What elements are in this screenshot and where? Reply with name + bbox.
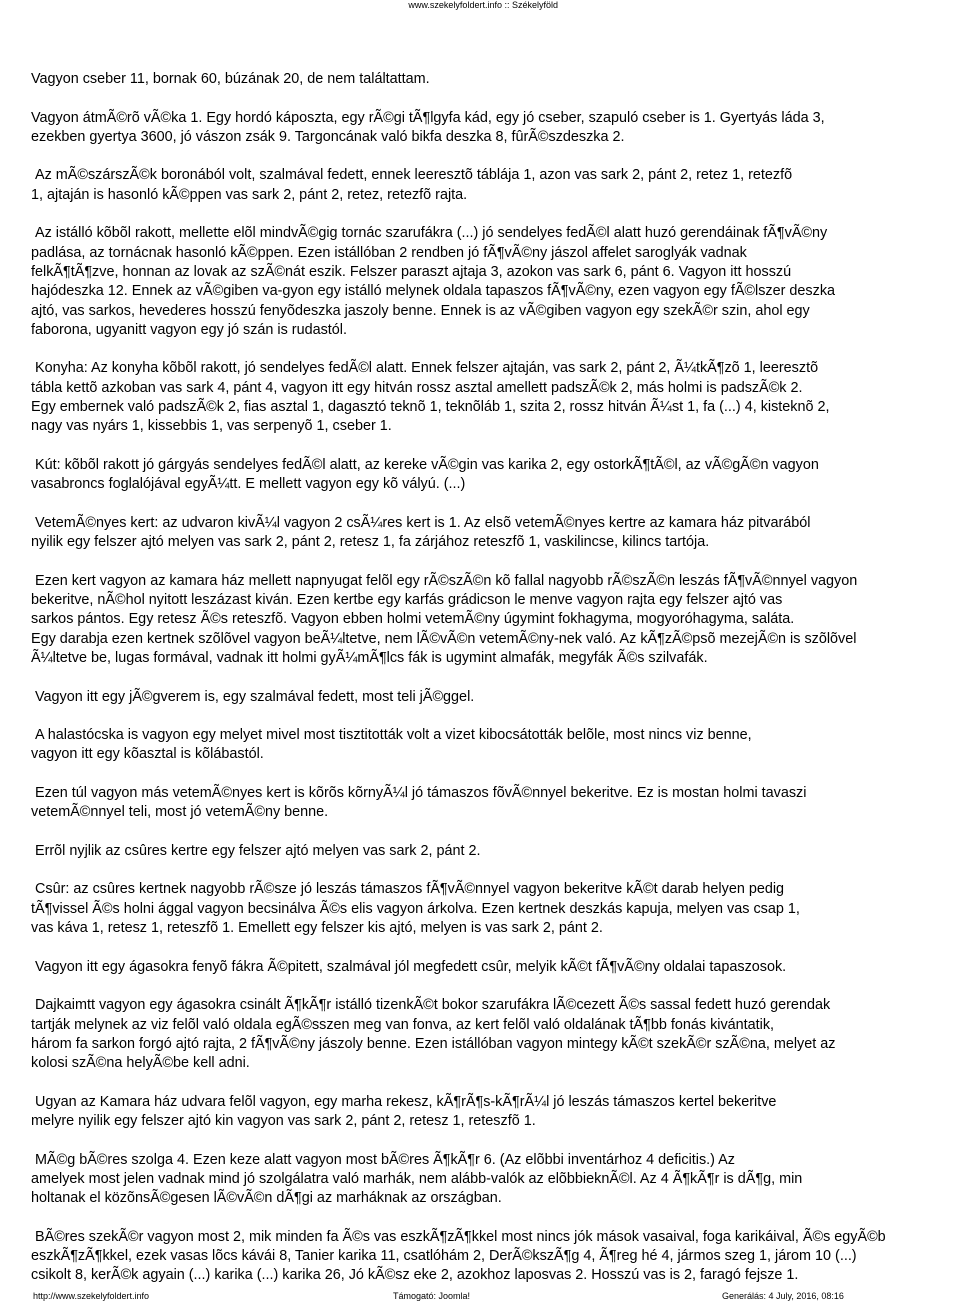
site-header-text: www.szekelyfoldert.info :: Székelyföld xyxy=(408,0,558,10)
paragraph: VetemÃ©nyes kert: az udvaron kivÃ¼l vagyon 2 csÃ¼res kert is 1. Az elsõ vetemÃ©nyes kertre az kamara ház pitvarából nyilik egy felszer ajtó melyen vas sark 2, pánt 2, retesz 1, fa zárjához reteszfõ 1, vaskilincse, kilincs tartója. xyxy=(31,514,811,551)
paragraph: Az mÃ©szárszÃ©k boronából volt, szalmával fedett, ennek leeresztõ táblája 1, azon vas sark 2, pánt 2, retez 1, retezfõ 1, ajtaján is hasonló kÃ©ppen vas sark 2, pánt 2, retez, retezfõ rajta. xyxy=(31,167,793,203)
paragraph: A halastócska is vagyon egy melyet mivel most tisztitották volt a vizet kibocsátották belõle, most nincs viz benne, vagyon itt egy kõasztal is kõlábastól. xyxy=(31,727,752,763)
paragraph: Vagyon itt egy ágasokra fenyõ fákra Ã©pitett, szalmával jól megfedett csûr, melyik kÃ©t fÃ¶vÃ©ny oldalai tapaszosok. xyxy=(31,958,787,975)
site-header xyxy=(0,0,960,10)
footer-supporter: Támogató: Joomla! xyxy=(393,1291,471,1301)
paragraph: Vagyon cseber 11, bornak 60, búzának 20, de nem találtattam. xyxy=(31,71,430,87)
paragraph: Vagyon átmÃ©rõ vÃ©ka 1. Egy hordó káposzta, egy rÃ©gi tÃ¶lgyfa kád, egy jó cseber, szapuló cseber is 1. Gyertyás láda 3, ezekben gyertya 3600, jó vászon zsák 9. Targoncának való bikfa deszka 8, fûrÃ©szdeszka 2. xyxy=(31,109,825,145)
paragraph: Ezen túl vagyon más vetemÃ©nyes kert is kõrõs kõrnyÃ¼l jó támaszos fõvÃ©nnyel bekeritve. Ez is mostan holmi tavaszi vetemÃ©nnyel teli, most jó vetemÃ©ny benne. xyxy=(31,784,807,821)
paragraph: Errõl nyjlik az csûres kertre egy felszer ajtó melyen vas sark 2, pánt 2. xyxy=(31,842,481,859)
paragraph: MÃ©g bÃ©res szolga 4. Ezen keze alatt vagyon most bÃ©res Ã¶kÃ¶r 6. (Az elõbbi inventárhoz 4 deficitis.) Az amelyek most jelen vadnak mind jó szolgálatra való marhák, nem alább-valók az elõbbieknÃ©l. Az 4 Ã¶kÃ¶r is dÃ¶g, min holtanak el közõnsÃ©gesen lÃ©vÃ©n dÃ¶gi az marháknak az országban. xyxy=(31,1151,803,1207)
footer-url-link[interactable]: http://www.szekelyfoldert.info xyxy=(33,1291,150,1301)
paragraph: Vagyon itt egy jÃ©gverem is, egy szalmával fedett, most teli jÃ©ggel. xyxy=(31,688,475,705)
paragraph: Dajkaimtt vagyon egy ágasokra csinált Ã¶kÃ¶r istálló tizenkÃ©t bokor szarufákra lÃ©cezett Ã©s sassal fedett huzó gerendak tartják melynek az viz felõl való oldala egÃ©sszen meg van fonva, az kert felõl való oldalának tÃ¶bb fonás kivántatik, három fa sarkon forgó ajtó rajta, 2 fÃ¶vÃ©ny jászoly benne. Ezen istállóban vagyon mintegy kÃ©t szekÃ©r szÃ©na, melyet az kolosi szÃ©na helyÃ©be kell adni. xyxy=(31,997,836,1072)
paragraph: Csûr: az csûres kertnek nagyobb rÃ©sze jó leszás támaszos fÃ¶vÃ©nnyel vagyon bekeritve kÃ©t darab helyen pedig tÃ¶vissel Ã©s holni ággal vagyon becsinálva Ã©s elis vagyon árkolva. Ezen kertnek deszkás kapuja, melyen vas csap 1, vas káva 1, retesz 1, reteszfõ 1. Emellett egy felszer kis ajtó, melyen is vas sark 2, pánt 2. xyxy=(31,881,800,937)
paragraph: Ugyan az Kamara ház udvara felõl vagyon, egy marha rekesz, kÃ¶rÃ¶s-kÃ¶rÃ¼l jó leszás támaszos kertel bekeritve melyre nyilik egy felszer ajtó kin vagyon vas sark 2, pánt 2, retesz 1, reteszfõ 1. xyxy=(31,1093,777,1130)
footer-generated-timestamp: Generálás: 4 July, 2016, 08:16 xyxy=(722,1291,844,1301)
paragraph: Konyha: Az konyha kõbõl rakott, jó sendelyes fedÃ©l alatt. Ennek felszer ajtaján, vas sark 2, pánt 2, Ã¼tkÃ¶zõ 1, leeresztõ tábla kettõ azkoban vas sark 4, pánt 4, vagyon itt egy hitván rossz asztal amellett padszÃ©k 2, más holmi is padszÃ©k 2. Egy embernek való padszÃ©k 2, fias asztal 1, dagasztó teknõ 1, teknõláb 1, szita 2, rossz hitván Ã¼st 1, fa (...) 4, kisteknõ 2, nagy vas nyárs 1, kissebbis 1, vas serpenyõ 1, cseber 1. xyxy=(31,360,830,435)
paragraph: BÃ©res szekÃ©r vagyon most 2, mik minden fa Ã©s vas eszkÃ¶zÃ¶kkel most nincs jók mások vasaival, foga karikáival, Ã©s egyÃ©b eszkÃ¶zÃ¶kkel, ezek vasas lõcs kávái 8, Tanier karika 11, csatlóhám 2, DerÃ©kszÃ¶g 4, Ã¶reg hé 4, jármos szeg 1, járom 10 (...) csikolt 8, kerÃ©k agyain (...) karika (...) karika 26, Jó kÃ©sz eke 2, azokhoz laposvas 2. Hosszú vas is 2, faragó fejsze 1. xyxy=(31,1228,886,1284)
paragraph: Az istálló kõbõl rakott, mellette elõl mindvÃ©gig tornác szarufákra (...) jó sendelyes fedÃ©l alatt huzó gerendáinak fÃ¶vÃ©ny padlása, az tornácnak hasonló kÃ©ppen. Ezen istállóban 2 rendben jó fÃ¶vÃ©ny jászol affelet saroglyák vadnak felkÃ¶tÃ¶zve, honnan az lovak az szÃ©nát eszik. Felszer paraszt ajtaja 3, azokon vas sark 6, pánt 6. Vagyon itt hosszú hajódeszka 12. Ennek az vÃ©giben va-gyon egy istálló melynek oldala tapaszos fÃ¶vÃ©ny, ezen vagyon egy fÃ©lszer deszka ajtó, vas sarkos, hevederes hosszú fenyõdeszka jaszoly benne. Ennek is az vÃ©giben vagyon egy szekÃ©r szin, ahol egy faborona, ugyanitt vagyon egy jó szán is rudastól. xyxy=(31,225,836,338)
page-footer xyxy=(0,1290,960,1303)
paragraph: Ezen kert vagyon az kamara ház mellett napnyugat felõl egy rÃ©szÃ©n kõ fallal nagyobb rÃ©szÃ©n leszás fÃ¶vÃ©nnyel vagyon bekeritve, nÃ©hol nyitott leszázast kiván. Ezen kertbe egy karfás grádicson le menve vagyon rajta egy felszer ajtó vas sarkos pántos. Egy retesz Ã©s reteszfõ. Vagyon ebben holmi vetemÃ©ny úgymint fokhagyma, mogyoróhagyma, saláta. Egy darabja ezen kertnek szõlõvel vagyon beÃ¼ltetve, nem lÃ©vÃ©n vetemÃ©ny-nek való. Az kÃ¶zÃ©psõ mezejÃ©n is szõlõvel Ã¼ltetve be, lugas formával, vadnak itt holmi gyÃ¼mÃ¶lcs fák is ugymint almafák, megyfák Ã©s szilvafák. xyxy=(31,572,858,666)
document-body xyxy=(31,70,955,1305)
paragraph: Kút: kõbõl rakott jó gárgyás sendelyes fedÃ©l alatt, az kereke vÃ©gin vas karika 2, egy ostorkÃ¶tÃ©l, az vÃ©gÃ©n vagyon vasabroncs foglalójával egyÃ¼tt. E mellett vagyon egy kõ vályú. (...) xyxy=(31,456,819,493)
